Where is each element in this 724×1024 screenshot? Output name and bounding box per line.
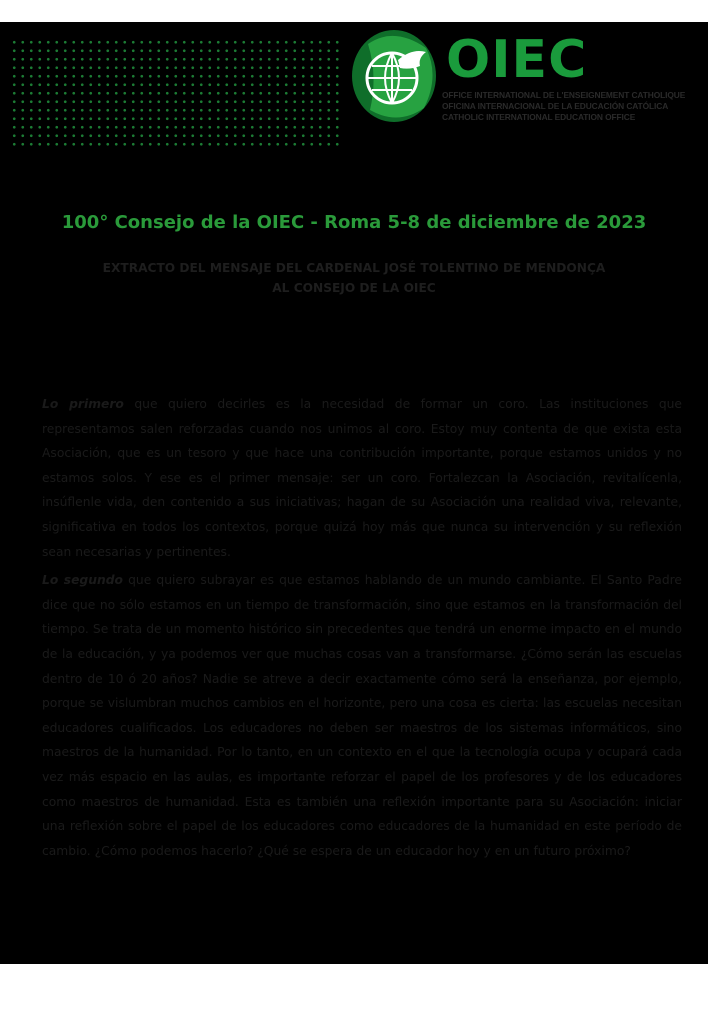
dot-pattern-decoration xyxy=(10,38,340,146)
document-title: 100° Consejo de la OIEC - Roma 5-8 de diciembre de 2023 xyxy=(61,212,647,233)
body-text xyxy=(42,392,682,867)
paragraph-text: que quiero decirles es la necesidad de formar un coro. Las instituciones que representamos salen reforzadas cuando nos unimos al coro. Estoy muy contenta de que exista esta Asociación, que es un tesoro y que hace una contribución importante, porque estamos unidos y no estamos solos. Y ese es el primer mensaje: ser un coro. Fortalezcan la Asociación, revitalícenla, insúflenle vida, den contenido a sus iniciativas; hagan de su Asociación una realidad viva, relevante, significativa en todos los contextos, porque quizá hoy más que nunca su intervención y su reflexión sean necesarias y pertinentes. xyxy=(42,397,682,559)
logo-subtitle-line: OFFICE INTERNATIONAL DE L'ENSEIGNEMENT CATHOLIQUE xyxy=(442,90,686,100)
document-page xyxy=(0,22,708,964)
logo-subtitle-line: CATHOLIC INTERNATIONAL EDUCATION OFFICE xyxy=(442,112,636,122)
subtitle-line-1: EXTRACTO DEL MENSAJE DEL CARDENAL JOSÉ TOLENTINO DE MENDONÇA xyxy=(102,261,606,275)
document-subtitle xyxy=(40,258,668,298)
paragraph-lead: Lo primero xyxy=(42,397,124,411)
paragraph-1 xyxy=(42,392,682,564)
paragraph-text: que quiero subrayar es que estamos hablando de un mundo cambiante. El Santo Padre dice que no sólo estamos en un tiempo de transformación, sino que estamos en la transformación del tiempo. Se trata de un momento histórico sin precedentes que tendrá un enorme impacto en el mundo de la educación, y ya podemos ver que muchas cosas van a transformarse. ¿Cómo serán las escuelas dentro de 10 ó 20 años? Nadie se atreve a decir exactamente cómo será la enseñanza, por ejemplo, porque se vislumbran muchos cambios en el horizonte, pero una cosa es cierta: las escuelas necesitan educadores cualificados. Los educadores no deben ser maestros de los sistemas informáticos, sino maestros de la humanidad. Por lo tanto, en un contexto en el que la tecnología ocupa y ocupará cada vez más espacio en las aulas, es importante reforzar el papel de los profesores y de los educadores como maestros de humanidad. Esta es también una reflexión importante para su Asociación: iniciar una reflexión sobre el papel de los educadores como educadores de la humanidad en este período de cambio. ¿Cómo podemos hacerlo? ¿Qué se espera de un educador hoy y en un futuro próximo? xyxy=(42,573,682,858)
oiec-logo xyxy=(348,26,703,146)
globe-dove-logo-icon xyxy=(348,26,440,126)
paragraph-lead: Lo segundo xyxy=(42,573,123,588)
paragraph-2 xyxy=(42,568,682,863)
logo-wordmark: OIEC xyxy=(446,30,588,90)
logo-subtitle xyxy=(442,90,704,123)
logo-subtitle-line: OFICINA INTERNACIONAL DE LA EDUCACIÓN CATÓLICA xyxy=(442,101,669,111)
subtitle-line-2: AL CONSEJO DE LA OIEC xyxy=(272,281,436,295)
